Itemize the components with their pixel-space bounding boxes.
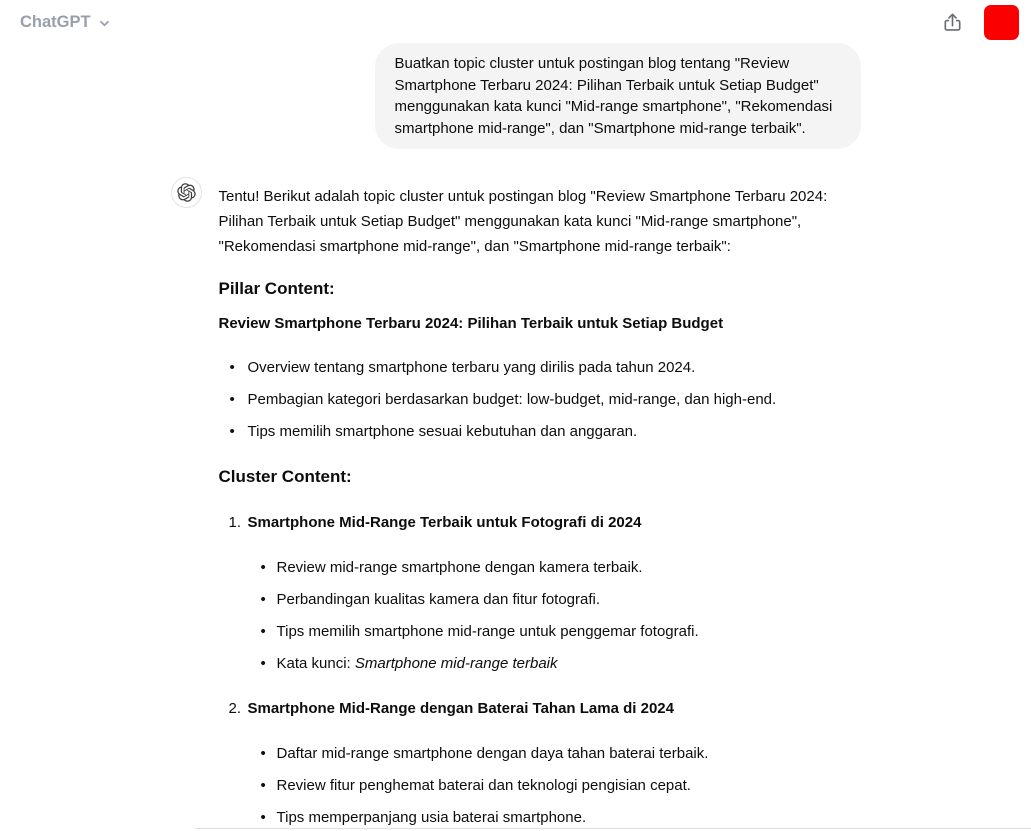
conversation xyxy=(171,0,861,828)
cluster-item-1 xyxy=(219,512,861,674)
item-title: Smartphone Mid-Range Terbaik untuk Fotografi di 2024 xyxy=(247,514,642,531)
user-avatar[interactable] xyxy=(984,5,1019,40)
user-message-text: Buatkan topic cluster untuk postingan blog tentang "Review Smartphone Terbaru 2024: Pilihan Terbaik untuk Setiap Budget" menggunakan kata kunci "Mid-range smartphone", "Rekomendasi smartphone mid-range", dan "Smartphone mid-range terbaik". xyxy=(394,55,833,137)
list-item xyxy=(248,653,861,674)
bullet-text: Review fitur penghemat baterai dan teknologi pengisian cepat. xyxy=(276,777,691,794)
user-message-bubble xyxy=(375,43,861,149)
assistant-intro: Tentu! Berikut adalah topic cluster untuk postingan blog "Review Smartphone Terbaru 2024: Pilihan Terbaik untuk Setiap Budget" menggunakan kata kunci "Mid-range smartphone", "Rekomendasi smartphone mid-range", dan "Smartphone mid-range terbaik": xyxy=(218,188,828,255)
cluster-content-heading: Cluster Content: xyxy=(218,467,352,486)
cluster-item-1-bullets xyxy=(248,557,861,674)
bullet-text: Tips memilih smartphone sesuai kebutuhan dan anggaran. xyxy=(247,423,638,440)
bullet-text: Perbandingan kualitas kamera dan fitur fotografi. xyxy=(276,591,601,608)
list-item xyxy=(248,743,861,764)
bullet-text: Review mid-range smartphone dengan kamera terbaik. xyxy=(276,559,643,576)
model-selector[interactable] xyxy=(18,9,114,36)
divider xyxy=(195,828,1031,829)
cluster-item-2 xyxy=(219,698,861,828)
assistant-message-row xyxy=(171,177,861,828)
bullet-text: Tips memperpanjang usia baterai smartphone. xyxy=(276,809,587,826)
pillar-bullet-list xyxy=(219,357,861,442)
chevron-down-icon xyxy=(97,16,112,31)
bullet-text: Pembagian kategori berdasarkan budget: low-budget, mid-range, dan high-end. xyxy=(247,391,777,408)
item-title: Smartphone Mid-Range dengan Baterai Tahan Lama di 2024 xyxy=(247,700,674,717)
bullet-keyword-prefix: Kata kunci: xyxy=(276,655,355,672)
pillar-content-heading: Pillar Content: xyxy=(218,279,335,298)
top-bar xyxy=(0,0,1031,44)
list-item xyxy=(219,421,861,442)
bullet-text: Daftar mid-range smartphone dengan daya tahan baterai terbaik. xyxy=(276,745,709,762)
item-number: 1. xyxy=(228,514,242,531)
list-item xyxy=(219,389,861,410)
list-item xyxy=(248,621,861,642)
bullet-text: Tips memilih smartphone mid-range untuk penggemar fotografi. xyxy=(276,623,699,640)
openai-logo-icon xyxy=(177,183,196,202)
assistant-avatar xyxy=(171,177,202,208)
list-item xyxy=(219,357,861,378)
bullet-text: Overview tentang smartphone terbaru yang dirilis pada tahun 2024. xyxy=(247,359,696,376)
list-item xyxy=(248,589,861,610)
assistant-message xyxy=(219,177,861,828)
pillar-title: Review Smartphone Terbaru 2024: Pilihan Terbaik untuk Setiap Budget xyxy=(218,315,724,332)
topbar-actions xyxy=(936,5,1019,40)
list-item xyxy=(248,807,861,828)
share-button[interactable] xyxy=(936,6,968,38)
list-item xyxy=(248,557,861,578)
share-icon xyxy=(941,11,964,34)
item-number: 2. xyxy=(228,700,242,717)
cluster-item-2-bullets xyxy=(248,743,861,828)
bullet-keyword-italic: Smartphone mid-range terbaik xyxy=(354,655,558,672)
user-message-row xyxy=(171,43,861,149)
list-item xyxy=(248,775,861,796)
cluster-item-list xyxy=(219,512,861,828)
app-title: ChatGPT xyxy=(20,12,91,31)
